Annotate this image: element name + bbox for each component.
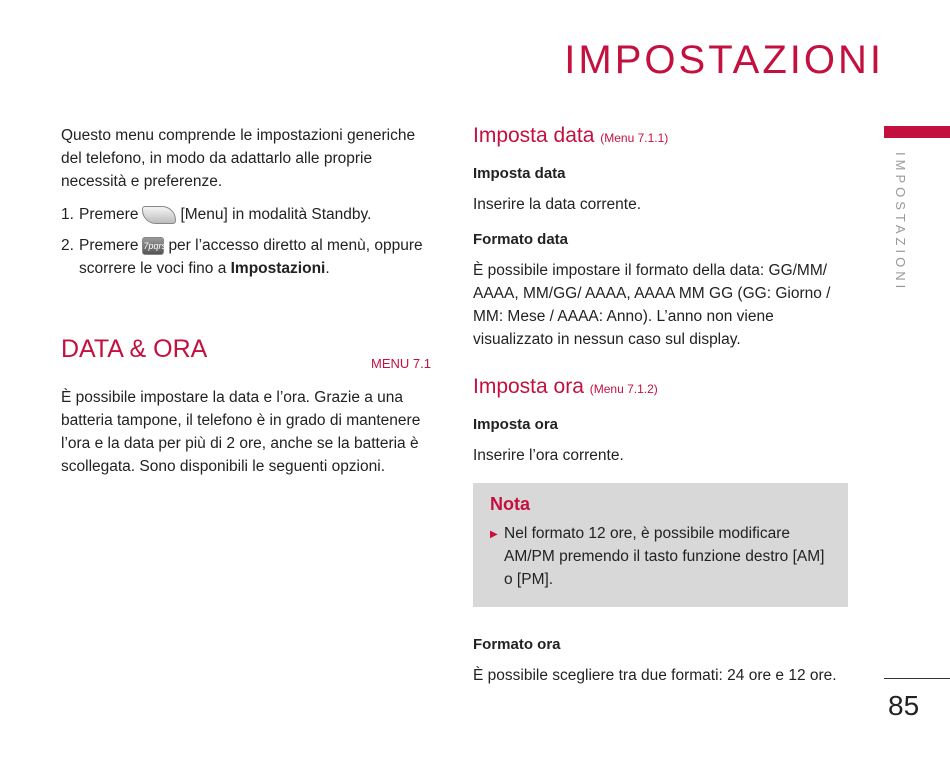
page-title: IMPOSTAZIONI	[564, 38, 884, 82]
side-tab-bar	[884, 126, 950, 138]
step-text	[79, 234, 431, 280]
heading-text: Imposta ora	[473, 375, 584, 398]
step-2	[61, 234, 431, 280]
heading-ref: (Menu 7.1.1)	[600, 131, 669, 145]
imposta-ora-heading	[473, 375, 848, 401]
step-number: 1.	[61, 206, 74, 223]
note-text: Nel formato 12 ore, è possibile modificare AM/PM premendo il tasto funzione destro [AM] o [PM].	[504, 525, 825, 588]
side-tab-label: IMPOSTAZIONI	[893, 152, 908, 293]
formato-data-text: È possibile impostare il formato della data: GG/MM/ AAAA, MM/GG/ AAAA, AAAA MM GG (GG: Giorno / MM: Mese / AAAA: Anno). L’anno non viene visualizzato in nessun caso sul display.	[473, 262, 831, 348]
steps-list	[61, 203, 431, 280]
right-column	[473, 124, 848, 687]
step-1	[61, 203, 431, 226]
section-menu-ref: MENU 7.1	[371, 356, 431, 371]
imposta-data-heading	[473, 124, 848, 150]
note-box	[473, 483, 848, 607]
section-title: DATA & ORA	[61, 335, 208, 363]
heading-text: Imposta data	[473, 124, 595, 147]
step-text-after: per l’accesso diretto al menù, oppure scorrere le voci fino a	[79, 237, 423, 277]
imposta-data-subheading: Imposta data	[473, 165, 566, 182]
menu-key-icon	[142, 206, 176, 224]
left-column	[61, 124, 431, 478]
step-number: 2.	[61, 237, 74, 254]
step-text-before: Premere	[79, 237, 139, 254]
formato-ora-text: È possibile scegliere tra due formati: 24 ore e 12 ore.	[473, 667, 837, 684]
imposta-data-text: Inserire la data corrente.	[473, 196, 642, 213]
intro-paragraph: Questo menu comprende le impostazioni generiche del telefono, in modo da adattarlo alle proprie necessità e preferenze.	[61, 127, 416, 190]
section-body: È possibile impostare la data e l’ora. Grazie a una batteria tampone, il telefono è in grado di mantenere l’ora e la data per più di 2 ore, anche se la batteria è scollegata. Sono disponibili le seguenti opzioni.	[61, 389, 421, 475]
step-bold-term: Impostazioni	[230, 260, 326, 277]
step-text	[79, 203, 371, 226]
note-title: Nota	[490, 494, 530, 514]
step-text-end: .	[325, 260, 330, 277]
imposta-ora-text: Inserire l’ora corrente.	[473, 447, 624, 464]
heading-ref: (Menu 7.1.2)	[589, 382, 658, 396]
arrow-right-icon: ▶	[490, 529, 498, 540]
imposta-ora-subheading: Imposta ora	[473, 416, 559, 433]
section-header	[61, 335, 431, 371]
formato-ora-subheading: Formato ora	[473, 636, 561, 653]
page-number: 85	[888, 690, 920, 721]
step-text-after: [Menu] in modalità Standby.	[180, 206, 372, 223]
page-number-rule	[884, 678, 950, 679]
seven-key-icon: 7pqrs	[142, 237, 164, 255]
step-text-before: Premere	[79, 206, 139, 223]
formato-data-subheading: Formato data	[473, 231, 569, 248]
note-item	[490, 522, 832, 591]
